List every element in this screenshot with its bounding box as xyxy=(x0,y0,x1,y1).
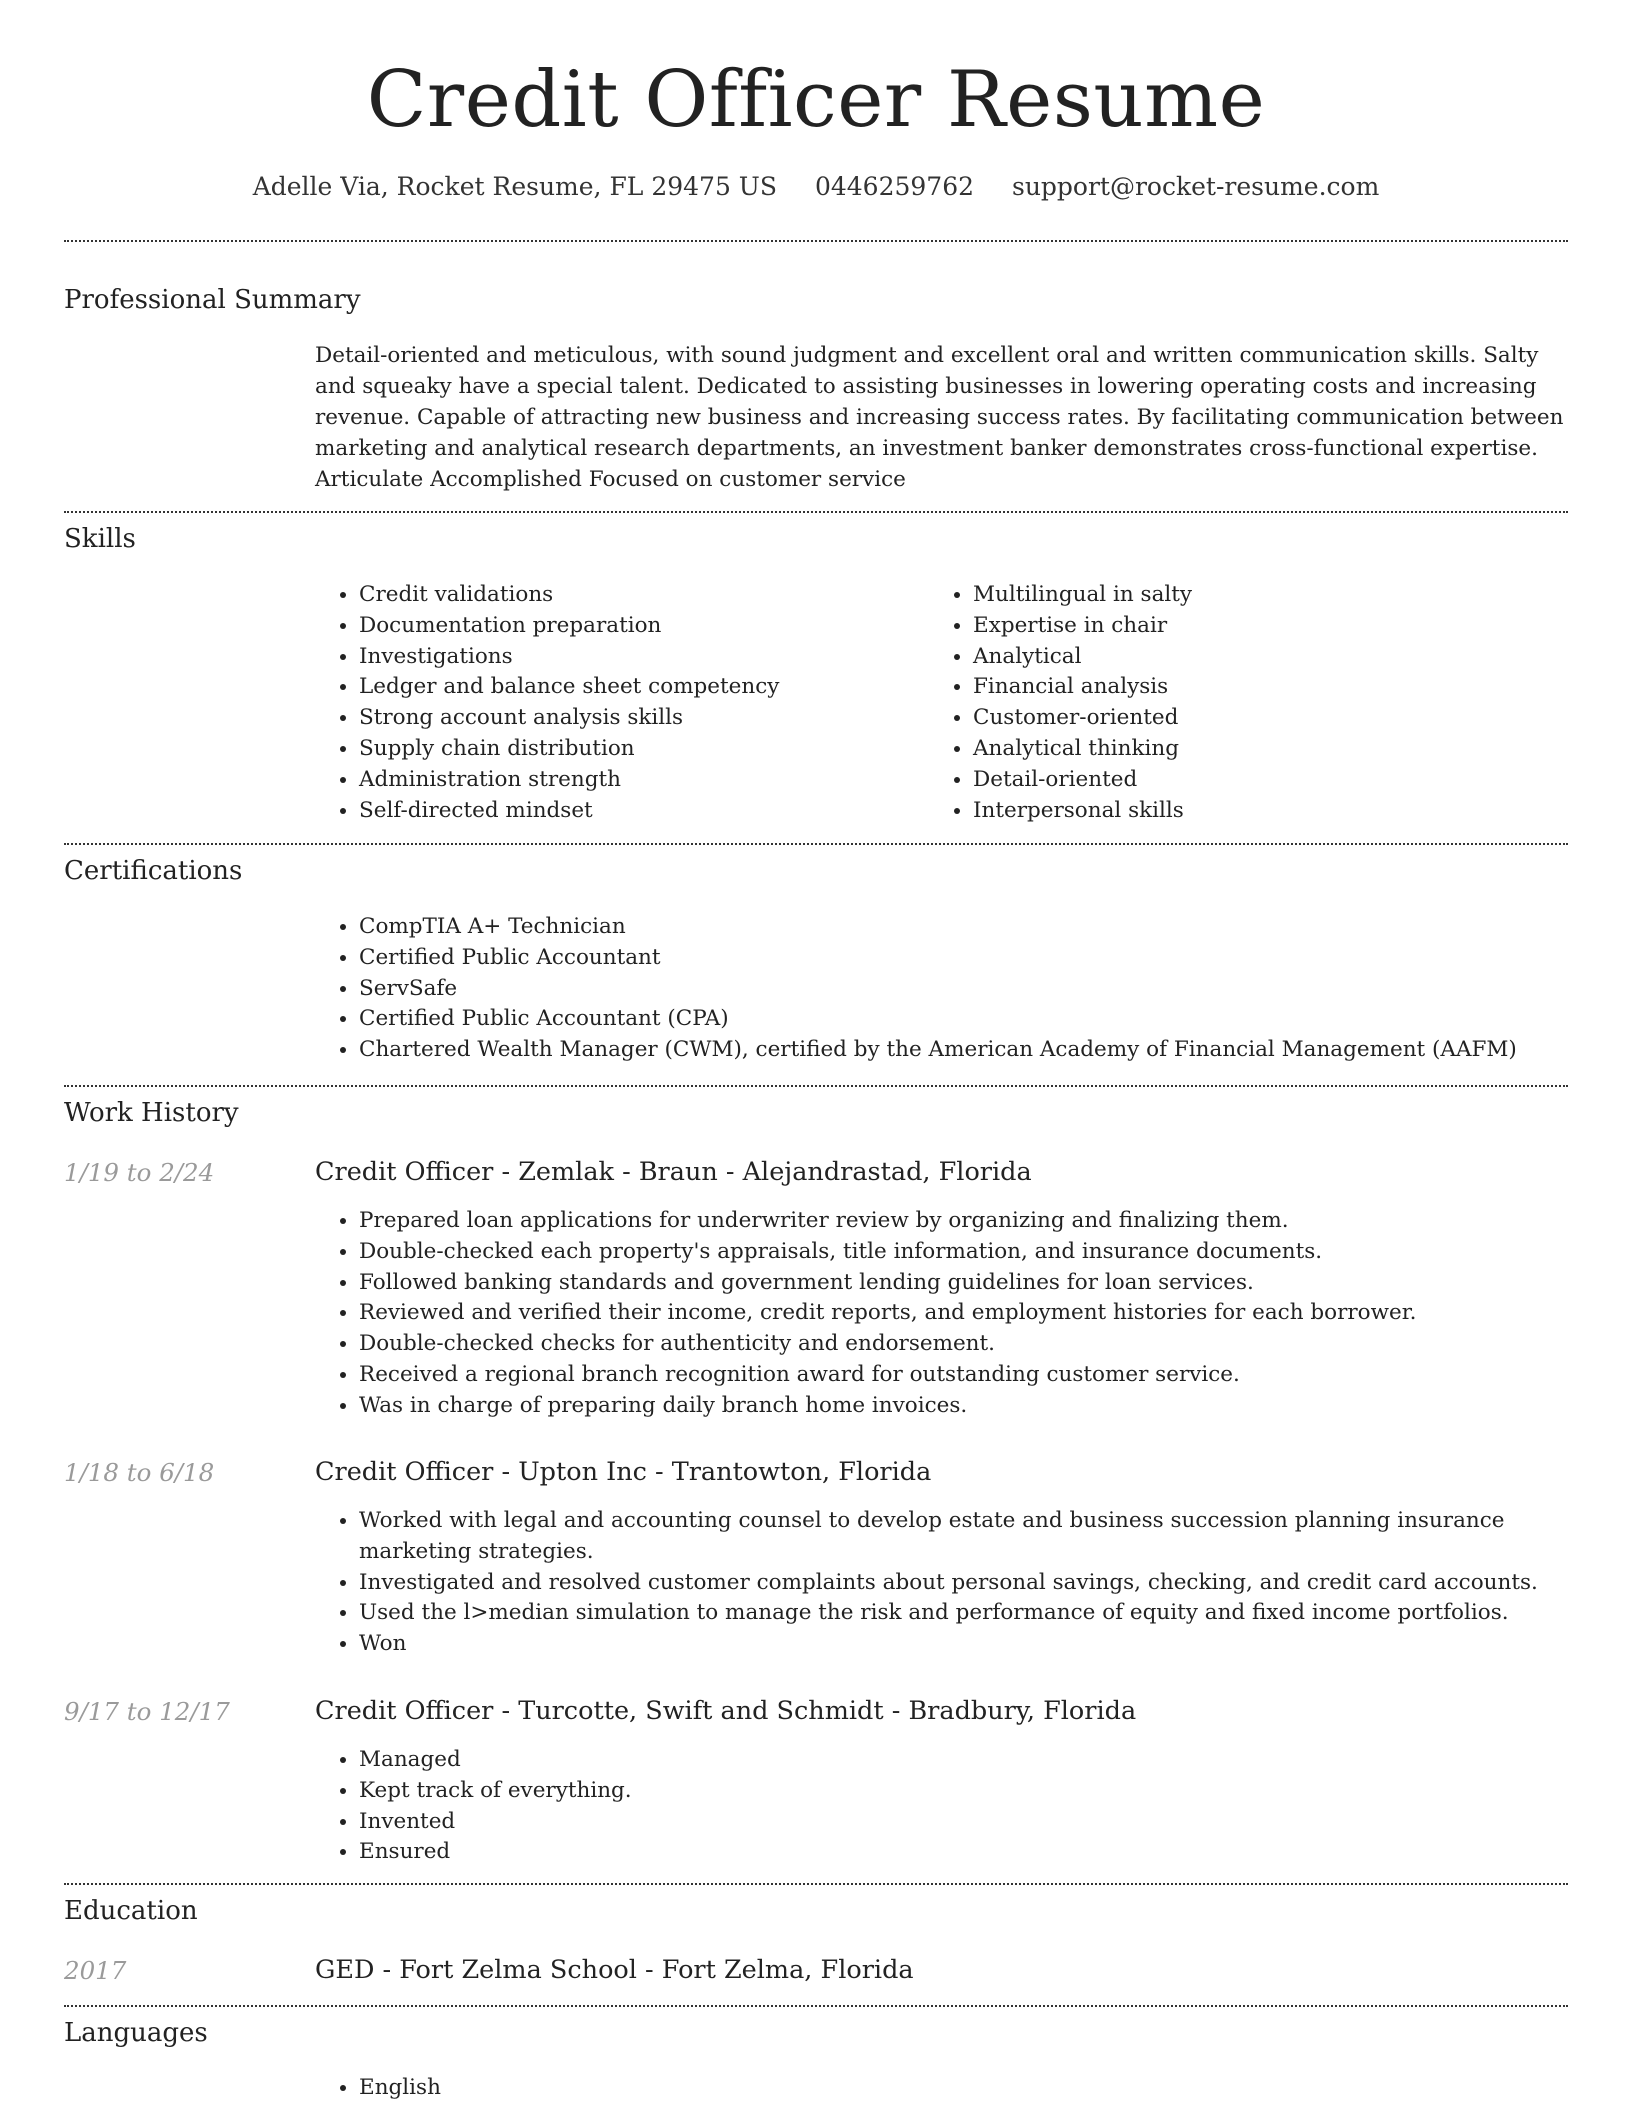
skills-list-right xyxy=(929,580,1573,826)
list-item: • Managed xyxy=(359,1745,1609,1776)
list-item: • Certified Public Accountant xyxy=(359,943,1609,974)
education-date: 2017 xyxy=(64,1956,127,1985)
education-entry: GED - Fort Zelma School - Fort Zelma, Florida xyxy=(315,1955,914,1985)
list-item: • Double-checked each property's appraisals, title information, and insurance documents. xyxy=(359,1237,1609,1268)
list-item: • Investigated and resolved customer complaints about personal savings, checking, and credit card accounts. xyxy=(359,1568,1609,1599)
languages-heading: Languages xyxy=(64,2018,208,2048)
list-item: • Received a regional branch recognition award for outstanding customer service. xyxy=(359,1360,1609,1391)
job-dates: 9/17 to 12/17 xyxy=(64,1697,230,1726)
list-item: • Ledger and balance sheet competency xyxy=(359,672,919,703)
list-item: • Credit validations xyxy=(359,580,919,611)
job-title: Credit Officer - Upton Inc - Trantowton, Florida xyxy=(315,1457,932,1487)
list-item: • Ensured xyxy=(359,1837,1609,1868)
skills-heading: Skills xyxy=(64,524,136,554)
education-heading: Education xyxy=(64,1896,198,1926)
job-dates: 1/18 to 6/18 xyxy=(64,1458,215,1487)
list-item: • Multilingual in salty xyxy=(973,580,1573,611)
contact-phone: 0446259762 xyxy=(814,172,975,201)
languages-list xyxy=(315,2073,1609,2104)
summary-heading: Professional Summary xyxy=(64,285,361,315)
page-title: Credit Officer Resume xyxy=(366,55,1266,145)
contact-address: Adelle Via, Rocket Resume, FL 29475 US xyxy=(252,172,778,201)
job-bullets xyxy=(315,1206,1609,1422)
job-bullets xyxy=(315,1506,1609,1660)
list-item: • Investigations xyxy=(359,642,919,673)
job-title: Credit Officer - Zemlak - Braun - Alejandrastad, Florida xyxy=(315,1157,1032,1187)
list-item: • Worked with legal and accounting counsel to develop estate and business succession planning insurance marketing strategies. xyxy=(359,1506,1609,1568)
list-item: • Self-directed mindset xyxy=(359,796,919,827)
list-item: • Analytical xyxy=(973,642,1573,673)
work-history-heading: Work History xyxy=(64,1098,239,1128)
section-divider xyxy=(64,240,1568,242)
list-item: • CompTIA A+ Technician xyxy=(359,912,1609,943)
list-item: • Administration strength xyxy=(359,765,919,796)
list-item: • English xyxy=(359,2073,1609,2104)
list-item: • Invented xyxy=(359,1807,1609,1838)
job-dates: 1/19 to 2/24 xyxy=(64,1158,215,1187)
contact-email: support@rocket-resume.com xyxy=(1011,172,1380,201)
list-item: • Documentation preparation xyxy=(359,611,919,642)
section-divider xyxy=(64,1085,1568,1087)
job-bullets xyxy=(315,1745,1609,1868)
list-item: • Expertise in chair xyxy=(973,611,1573,642)
section-divider xyxy=(64,2005,1568,2007)
list-item: • Customer-oriented xyxy=(973,703,1573,734)
list-item: • Prepared loan applications for underwriter review by organizing and finalizing them. xyxy=(359,1206,1609,1237)
list-item: • Kept track of everything. xyxy=(359,1776,1609,1807)
certifications-list xyxy=(315,912,1609,1066)
list-item: • Was in charge of preparing daily branch home invoices. xyxy=(359,1391,1609,1422)
job-title: Credit Officer - Turcotte, Swift and Schmidt - Bradbury, Florida xyxy=(315,1696,1137,1726)
list-item: • Chartered Wealth Manager (CWM), certified by the American Academy of Financial Management (AAFM) xyxy=(359,1035,1609,1066)
section-divider xyxy=(64,511,1568,513)
section-divider xyxy=(64,1883,1568,1885)
list-item: • Strong account analysis skills xyxy=(359,703,919,734)
list-item: • ServSafe xyxy=(359,974,1609,1005)
list-item: • Reviewed and verified their income, credit reports, and employment histories for each borrower. xyxy=(359,1298,1609,1329)
summary-text: Detail-oriented and meticulous, with sound judgment and excellent oral and written communication skills. Salty and squeaky have a special talent. Dedicated to assisting businesses in lowering operating costs and increasing revenue. Capable of attracting new business and increasing success rates. By facilitating communication between marketing and analytical research departments, an investment banker demonstrates cross-functional expertise. Articulate Accomplished Focused on customer service xyxy=(315,343,1564,492)
list-item: • Financial analysis xyxy=(973,672,1573,703)
skills-list-left xyxy=(315,580,919,826)
list-item: • Interpersonal skills xyxy=(973,796,1573,827)
list-item: • Double-checked checks for authenticity and endorsement. xyxy=(359,1329,1609,1360)
list-item: • Detail-oriented xyxy=(973,765,1573,796)
section-divider xyxy=(64,843,1568,845)
list-item: • Used the l>median simulation to manage the risk and performance of equity and fixed income portfolios. xyxy=(359,1598,1609,1629)
contact-line xyxy=(0,170,1632,204)
list-item: • Analytical thinking xyxy=(973,734,1573,765)
list-item: • Supply chain distribution xyxy=(359,734,919,765)
list-item: • Followed banking standards and government lending guidelines for loan services. xyxy=(359,1268,1609,1299)
list-item: • Won xyxy=(359,1629,1609,1660)
certifications-heading: Certifications xyxy=(64,856,243,886)
list-item: • Certified Public Accountant (CPA) xyxy=(359,1004,1609,1035)
